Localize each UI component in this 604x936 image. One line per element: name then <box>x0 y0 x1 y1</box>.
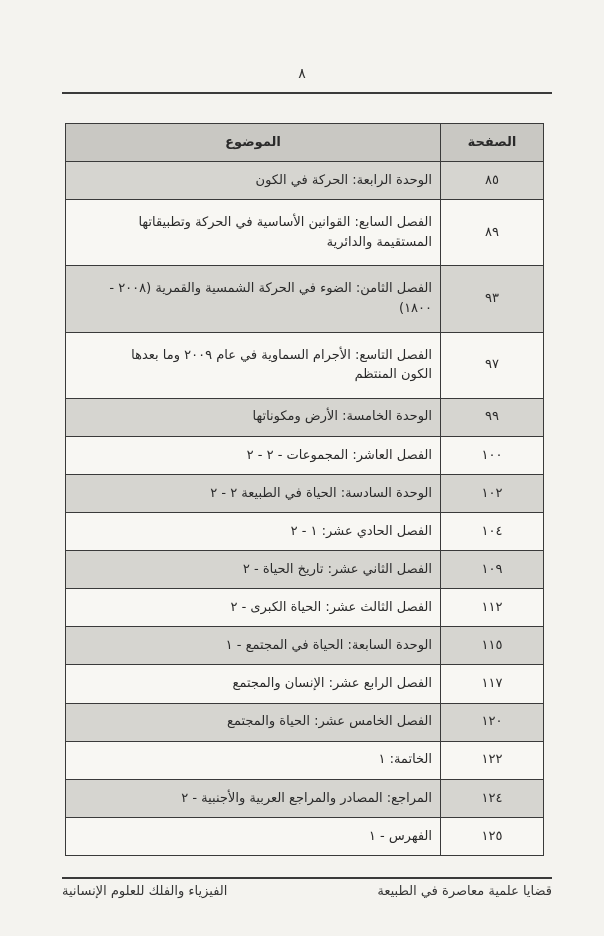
row-topic <box>66 512 441 550</box>
row-topic-line: الفصل الحادي عشر: ١ - ٢ <box>290 523 432 539</box>
row-page-number: ١٠٩ <box>441 551 544 589</box>
row-topic-line: ١٨٠٠) <box>398 300 432 316</box>
row-page-number: ١٠٢ <box>441 474 544 512</box>
row-topic <box>66 817 441 855</box>
row-page-number: ٩٩ <box>441 398 544 436</box>
table-row <box>66 162 544 200</box>
table-header-row <box>66 124 544 162</box>
row-page-number: ٩٣ <box>441 266 544 332</box>
row-topic-line: الفصل العاشر: المجموعات - ٢ - ٢ <box>246 447 432 463</box>
row-topic-line: الفصل الخامس عشر: الحياة والمجتمع <box>227 714 432 730</box>
header-topic: الموضوع <box>66 124 441 162</box>
row-topic <box>66 779 441 817</box>
header-page-number: الصفحة <box>441 124 544 162</box>
row-topic <box>66 627 441 665</box>
table-row <box>66 332 544 398</box>
table-row <box>66 817 544 855</box>
row-page-number: ١١٢ <box>441 589 544 627</box>
table-row <box>66 741 544 779</box>
row-page-number: ١٠٠ <box>441 436 544 474</box>
row-topic <box>66 332 441 398</box>
table-row <box>66 398 544 436</box>
row-page-number: ٩٧ <box>441 332 544 398</box>
table-row <box>66 266 544 332</box>
row-page-number: ١١٥ <box>441 627 544 665</box>
running-footer <box>62 884 552 899</box>
table-row <box>66 589 544 627</box>
table-row <box>66 200 544 266</box>
header-rule <box>62 92 552 94</box>
table-row <box>66 436 544 474</box>
row-topic <box>66 665 441 703</box>
row-topic-line: الوحدة السادسة: الحياة في الطبيعة ٢ - ٢ <box>210 485 432 501</box>
row-page-number: ١٢٢ <box>441 741 544 779</box>
row-topic-line: الفصل الثامن: الضوء في الحركة الشمسية والقمرية (٢٠٠٨ - <box>109 281 432 297</box>
contents-table <box>65 123 544 856</box>
table-row <box>66 627 544 665</box>
row-page-number: ٨٩ <box>441 200 544 266</box>
row-topic-line: الوحدة الخامسة: الأرض ومكوناتها <box>252 409 432 425</box>
row-topic-line: الخاتمة: ١ <box>378 752 432 768</box>
row-page-number: ٨٥ <box>441 162 544 200</box>
row-topic <box>66 474 441 512</box>
page-number: ٨ <box>298 66 306 82</box>
table-row <box>66 512 544 550</box>
row-topic <box>66 266 441 332</box>
row-page-number: ١٠٤ <box>441 512 544 550</box>
footer-left-text: الفيزياء والفلك للعلوم الإنسانية <box>62 884 228 899</box>
table-row <box>66 779 544 817</box>
row-topic-line: الفصل التاسع: الأجرام السماوية في عام ٢٠٠٩ وما بعدها <box>131 347 432 363</box>
row-topic-line: المستقيمة والدائرية <box>326 234 432 250</box>
row-topic <box>66 741 441 779</box>
row-topic-line: الوحدة السابعة: الحياة في المجتمع - ١ <box>225 638 432 654</box>
row-topic <box>66 703 441 741</box>
table-row <box>66 551 544 589</box>
row-topic-line: المراجع: المصادر والمراجع العربية والأجنبية - ٢ <box>181 790 432 806</box>
table-row <box>66 474 544 512</box>
footer-right-text: قضايا علمية معاصرة في الطبيعة <box>377 884 552 899</box>
row-topic-line: الفصل الثاني عشر: تاريخ الحياة - ٢ <box>242 561 432 577</box>
row-topic-line: الفصل الرابع عشر: الإنسان والمجتمع <box>232 676 432 692</box>
row-topic <box>66 551 441 589</box>
row-page-number: ١١٧ <box>441 665 544 703</box>
row-topic <box>66 398 441 436</box>
row-topic-line: الكون المنتظم <box>354 367 432 383</box>
row-topic-line: الفصل السابع: القوانين الأساسية في الحركة وتطبيقاتها <box>138 215 432 231</box>
table-row <box>66 665 544 703</box>
row-topic <box>66 200 441 266</box>
row-page-number: ١٢٥ <box>441 817 544 855</box>
row-topic-line: الوحدة الرابعة: الحركة في الكون <box>255 172 432 188</box>
table-row <box>66 703 544 741</box>
row-topic <box>66 162 441 200</box>
row-page-number: ١٢٠ <box>441 703 544 741</box>
footer-rule <box>62 877 552 879</box>
row-topic-line: الفهرس - ١ <box>368 828 432 844</box>
row-topic <box>66 436 441 474</box>
row-topic <box>66 589 441 627</box>
row-topic-line: الفصل الثالث عشر: الحياة الكبرى - ٢ <box>230 599 432 615</box>
row-page-number: ١٢٤ <box>441 779 544 817</box>
